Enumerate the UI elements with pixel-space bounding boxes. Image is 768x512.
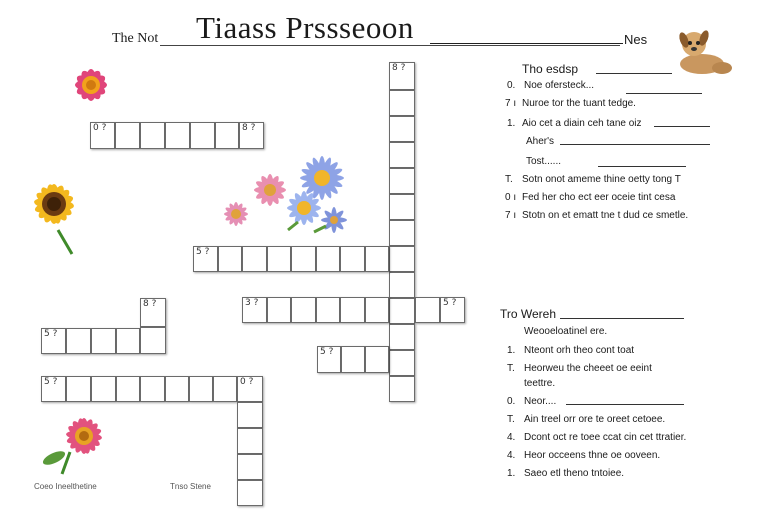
grid-cell[interactable]: 5 ? (193, 246, 218, 272)
clue-number: 1. (507, 118, 516, 129)
pink-daisy-icon (58, 54, 124, 116)
grid-cell[interactable] (389, 298, 415, 324)
clue-text: Stotn on et ematt tne t dud ce smetle. (522, 210, 689, 221)
aster-bouquet-icon (218, 150, 362, 246)
grid-cell[interactable]: 0 ? (90, 122, 115, 149)
grid-cell[interactable] (140, 327, 166, 354)
grid-cell[interactable]: 5 ? (41, 376, 66, 402)
grid-cell[interactable]: 3 ? (242, 297, 267, 323)
grid-cell[interactable] (389, 220, 415, 246)
clue-number: 1. (507, 468, 516, 479)
clue-number: 4. (507, 450, 516, 461)
grid-cell[interactable] (291, 297, 316, 323)
grid-cell[interactable] (218, 246, 242, 272)
grid-cell[interactable]: 8 ? (239, 122, 264, 149)
clue-number: 7 ı (505, 98, 517, 109)
grid-cell[interactable] (389, 324, 415, 350)
grid-cell[interactable] (365, 246, 389, 272)
grid-cell[interactable]: 0 ? (237, 376, 263, 402)
answer-line[interactable] (598, 166, 686, 167)
puppy-icon (672, 26, 734, 78)
date-label: Nes (624, 32, 648, 47)
clue-number: T. (507, 414, 515, 425)
grid-cell[interactable]: 8 ? (140, 298, 166, 327)
grid-cell[interactable] (389, 350, 415, 376)
grid-cell[interactable]: 5 ? (440, 297, 465, 323)
grid-cell[interactable] (389, 246, 415, 272)
grid-cell[interactable] (237, 480, 263, 506)
clue-number: T. (507, 363, 515, 374)
clue-text: Neor.... (524, 396, 557, 407)
grid-cell[interactable] (267, 246, 291, 272)
clue-text: Nuroe tor the tuant tedge. (522, 98, 636, 109)
clue-text: Nteont orh theo cont toat (524, 345, 635, 356)
grid-cell[interactable] (237, 454, 263, 480)
clue-number: 0 ı (505, 192, 517, 203)
grid-cell[interactable]: 8 ? (389, 62, 415, 90)
clue-number: 1. (507, 345, 516, 356)
grid-cell[interactable] (165, 376, 189, 402)
title-underline (430, 43, 623, 44)
grid-cell[interactable] (116, 376, 140, 402)
grid-cell[interactable] (267, 297, 291, 323)
grid-cell[interactable] (140, 376, 165, 402)
clue-text: Noe ofersteck... (524, 80, 595, 91)
footer-left: Coeo Ineelthetine (34, 482, 97, 491)
grid-cell[interactable]: 5 ? (41, 328, 66, 354)
grid-cell[interactable] (340, 246, 365, 272)
grid-cell[interactable] (237, 402, 263, 428)
grid-cell[interactable] (389, 376, 415, 402)
answer-line[interactable] (654, 126, 710, 127)
grid-cell[interactable] (340, 297, 365, 323)
grid-cell[interactable] (389, 142, 415, 168)
answer-line[interactable] (560, 144, 710, 145)
grid-cell[interactable] (66, 376, 91, 402)
clue-text: Fed her cho ect eer oceie tint cesa (522, 192, 676, 203)
page-title: Tiaass Prssseoon (196, 10, 414, 45)
answer-line[interactable] (626, 93, 702, 94)
grid-cell[interactable] (389, 90, 415, 116)
pink-gerbera-icon (40, 402, 120, 476)
grid-cell[interactable] (115, 122, 140, 149)
clue-text: Ain treel orr ore te oreet cetoee. (524, 414, 666, 425)
grid-cell[interactable] (316, 246, 340, 272)
grid-cell[interactable] (66, 328, 91, 354)
footer-right: Tnso Stene (170, 482, 211, 491)
grid-cell[interactable] (242, 246, 267, 272)
name-label: The Not (112, 31, 159, 46)
sunflower-icon (14, 164, 96, 256)
clue-text: Aher's (526, 136, 555, 147)
clue-number: T. (505, 174, 513, 185)
grid-cell[interactable] (213, 376, 237, 402)
clue-text: Saeo etl theno tntoiee. (524, 468, 625, 479)
grid-cell[interactable] (140, 122, 165, 149)
grid-cell[interactable] (389, 168, 415, 194)
grid-cell[interactable]: 5 ? (317, 346, 341, 373)
grid-cell[interactable] (341, 346, 365, 373)
clue-text: Sotn onot ameme thine oetty tong T (522, 174, 681, 185)
grid-cell[interactable] (189, 376, 213, 402)
answer-line[interactable] (596, 73, 672, 74)
grid-cell[interactable] (389, 194, 415, 220)
clue-text: Heorweu the cheeet oe eeint (524, 363, 652, 374)
grid-cell[interactable] (316, 297, 340, 323)
grid-cell[interactable] (190, 122, 215, 149)
grid-cell[interactable] (389, 116, 415, 142)
clue-text: Tost...... (526, 156, 562, 167)
grid-cell[interactable] (91, 328, 116, 354)
grid-cell[interactable] (291, 246, 316, 272)
grid-cell[interactable] (215, 122, 239, 149)
clue-number: 0. (507, 80, 516, 91)
grid-cell[interactable] (365, 297, 389, 323)
clue-text: Heor occeens thne oe ooveen. (524, 450, 661, 461)
answer-line[interactable] (560, 318, 684, 319)
grid-cell[interactable] (165, 122, 190, 149)
clues-bottom-heading: Tro Wereh (500, 307, 557, 321)
grid-cell[interactable] (237, 428, 263, 454)
clue-text: teettre. (524, 378, 556, 389)
clue-number: 7 ı (505, 210, 517, 221)
answer-line[interactable] (566, 404, 684, 405)
grid-cell[interactable] (415, 297, 440, 323)
clues-top-heading: Tho esdsp (522, 62, 579, 76)
grid-cell[interactable] (365, 346, 389, 373)
clue-text: Dcont oct re toee ccat cin cet ttratier. (524, 432, 687, 443)
clue-number: 0. (507, 396, 516, 407)
clue-number: 4. (507, 432, 516, 443)
grid-cell[interactable] (91, 376, 116, 402)
clues-bottom-subheading: Weooeloatinel ere. (524, 326, 608, 337)
grid-cell[interactable] (389, 272, 415, 298)
clue-text: Aio cet a diain ceh tane oiz (522, 118, 642, 129)
grid-cell[interactable] (116, 328, 140, 354)
